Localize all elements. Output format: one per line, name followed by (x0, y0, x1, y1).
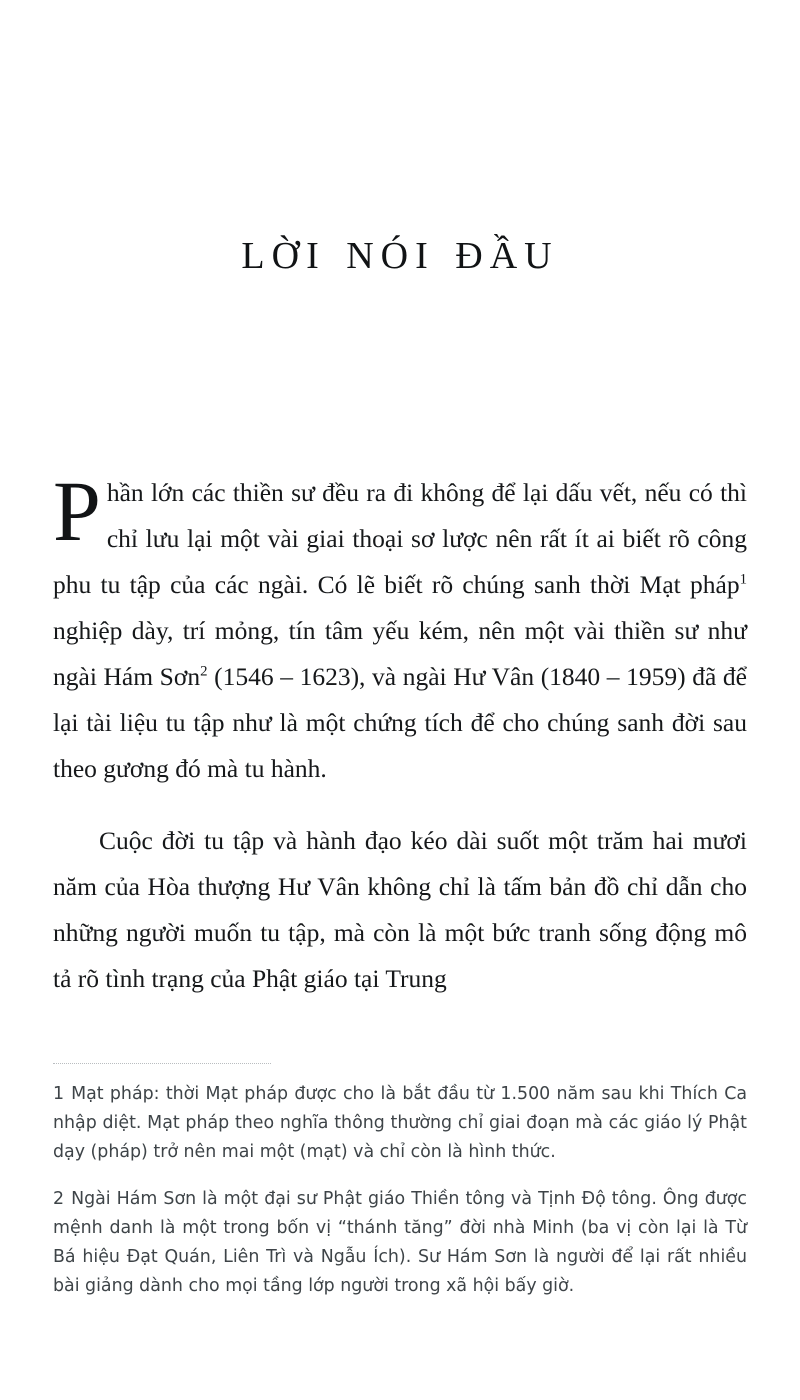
drop-cap: P (53, 463, 101, 559)
footnote-separator (53, 1063, 271, 1064)
page-title: lời nói đầu (241, 220, 559, 281)
footnote-area (53, 1080, 747, 1301)
footnote-item (53, 1185, 747, 1301)
footnote-ref-2[interactable]: 2 (200, 663, 208, 680)
footnote-text: Mạt pháp: thời Mạt pháp được cho là bắt đầu từ 1.500 năm sau khi Thích Ca nhập diệt. Mạt pháp theo nghĩa thông thường chỉ giai đoạn mà các giáo lý Phật dạy (pháp) trở nên mai một (mạt) và chỉ còn là hình thức. (53, 1084, 747, 1162)
footnote-number: 1 (53, 1084, 65, 1104)
paragraph-2: Cuộc đời tu tập và hành đạo kéo dài suốt một trăm hai mươi năm của Hòa thượng Hư Vân không chỉ là tấm bản đồ chỉ dẫn cho những người muốn tu tập, mà còn là một bức tranh sống động mô tả rõ tình trạng của Phật giáo tại Trung (53, 826, 747, 993)
footnote-text: Ngài Hám Sơn là một đại sư Phật giáo Thiền tông và Tịnh Độ tông. Ông được mệnh danh là một trong bốn vị “thánh tăng” đời nhà Minh (ba vị còn lại là Từ Bá hiệu Đạt Quán, Liên Trì và Ngẫu Ích). Sư Hám Sơn là người để lại rất nhiều bài giảng dành cho mọi tầng lớp người trong xã hội bấy giờ. (53, 1189, 747, 1296)
paragraph-1-part-1: hần lớn các thiền sư đều ra đi không để lại dấu vết, nếu có thì chỉ lưu lại một vài giai thoại sơ lược nên rất ít ai biết rõ công phu tu tập của các ngài. Có lẽ biết rõ chúng sanh thời Mạt pháp (53, 478, 747, 599)
paragraph-1-part-3: (1546 – 1623), và ngài Hư Vân (1840 – 1959) đã để lại tài liệu tu tập như là một chứng tích để cho chúng sanh đời sau theo gương đó mà tu hành. (53, 662, 747, 783)
footnote-number: 2 (53, 1189, 65, 1209)
footnote-ref-1[interactable]: 1 (739, 571, 747, 588)
body-text (53, 463, 747, 1002)
footnote-item (53, 1080, 747, 1167)
paragraph-1-part-2: nghiệp dày, trí mỏng, tín tâm yếu kém, nên một vài thiền sư như ngài Hám Sơn (53, 616, 747, 691)
paragraph-1 (53, 463, 747, 792)
